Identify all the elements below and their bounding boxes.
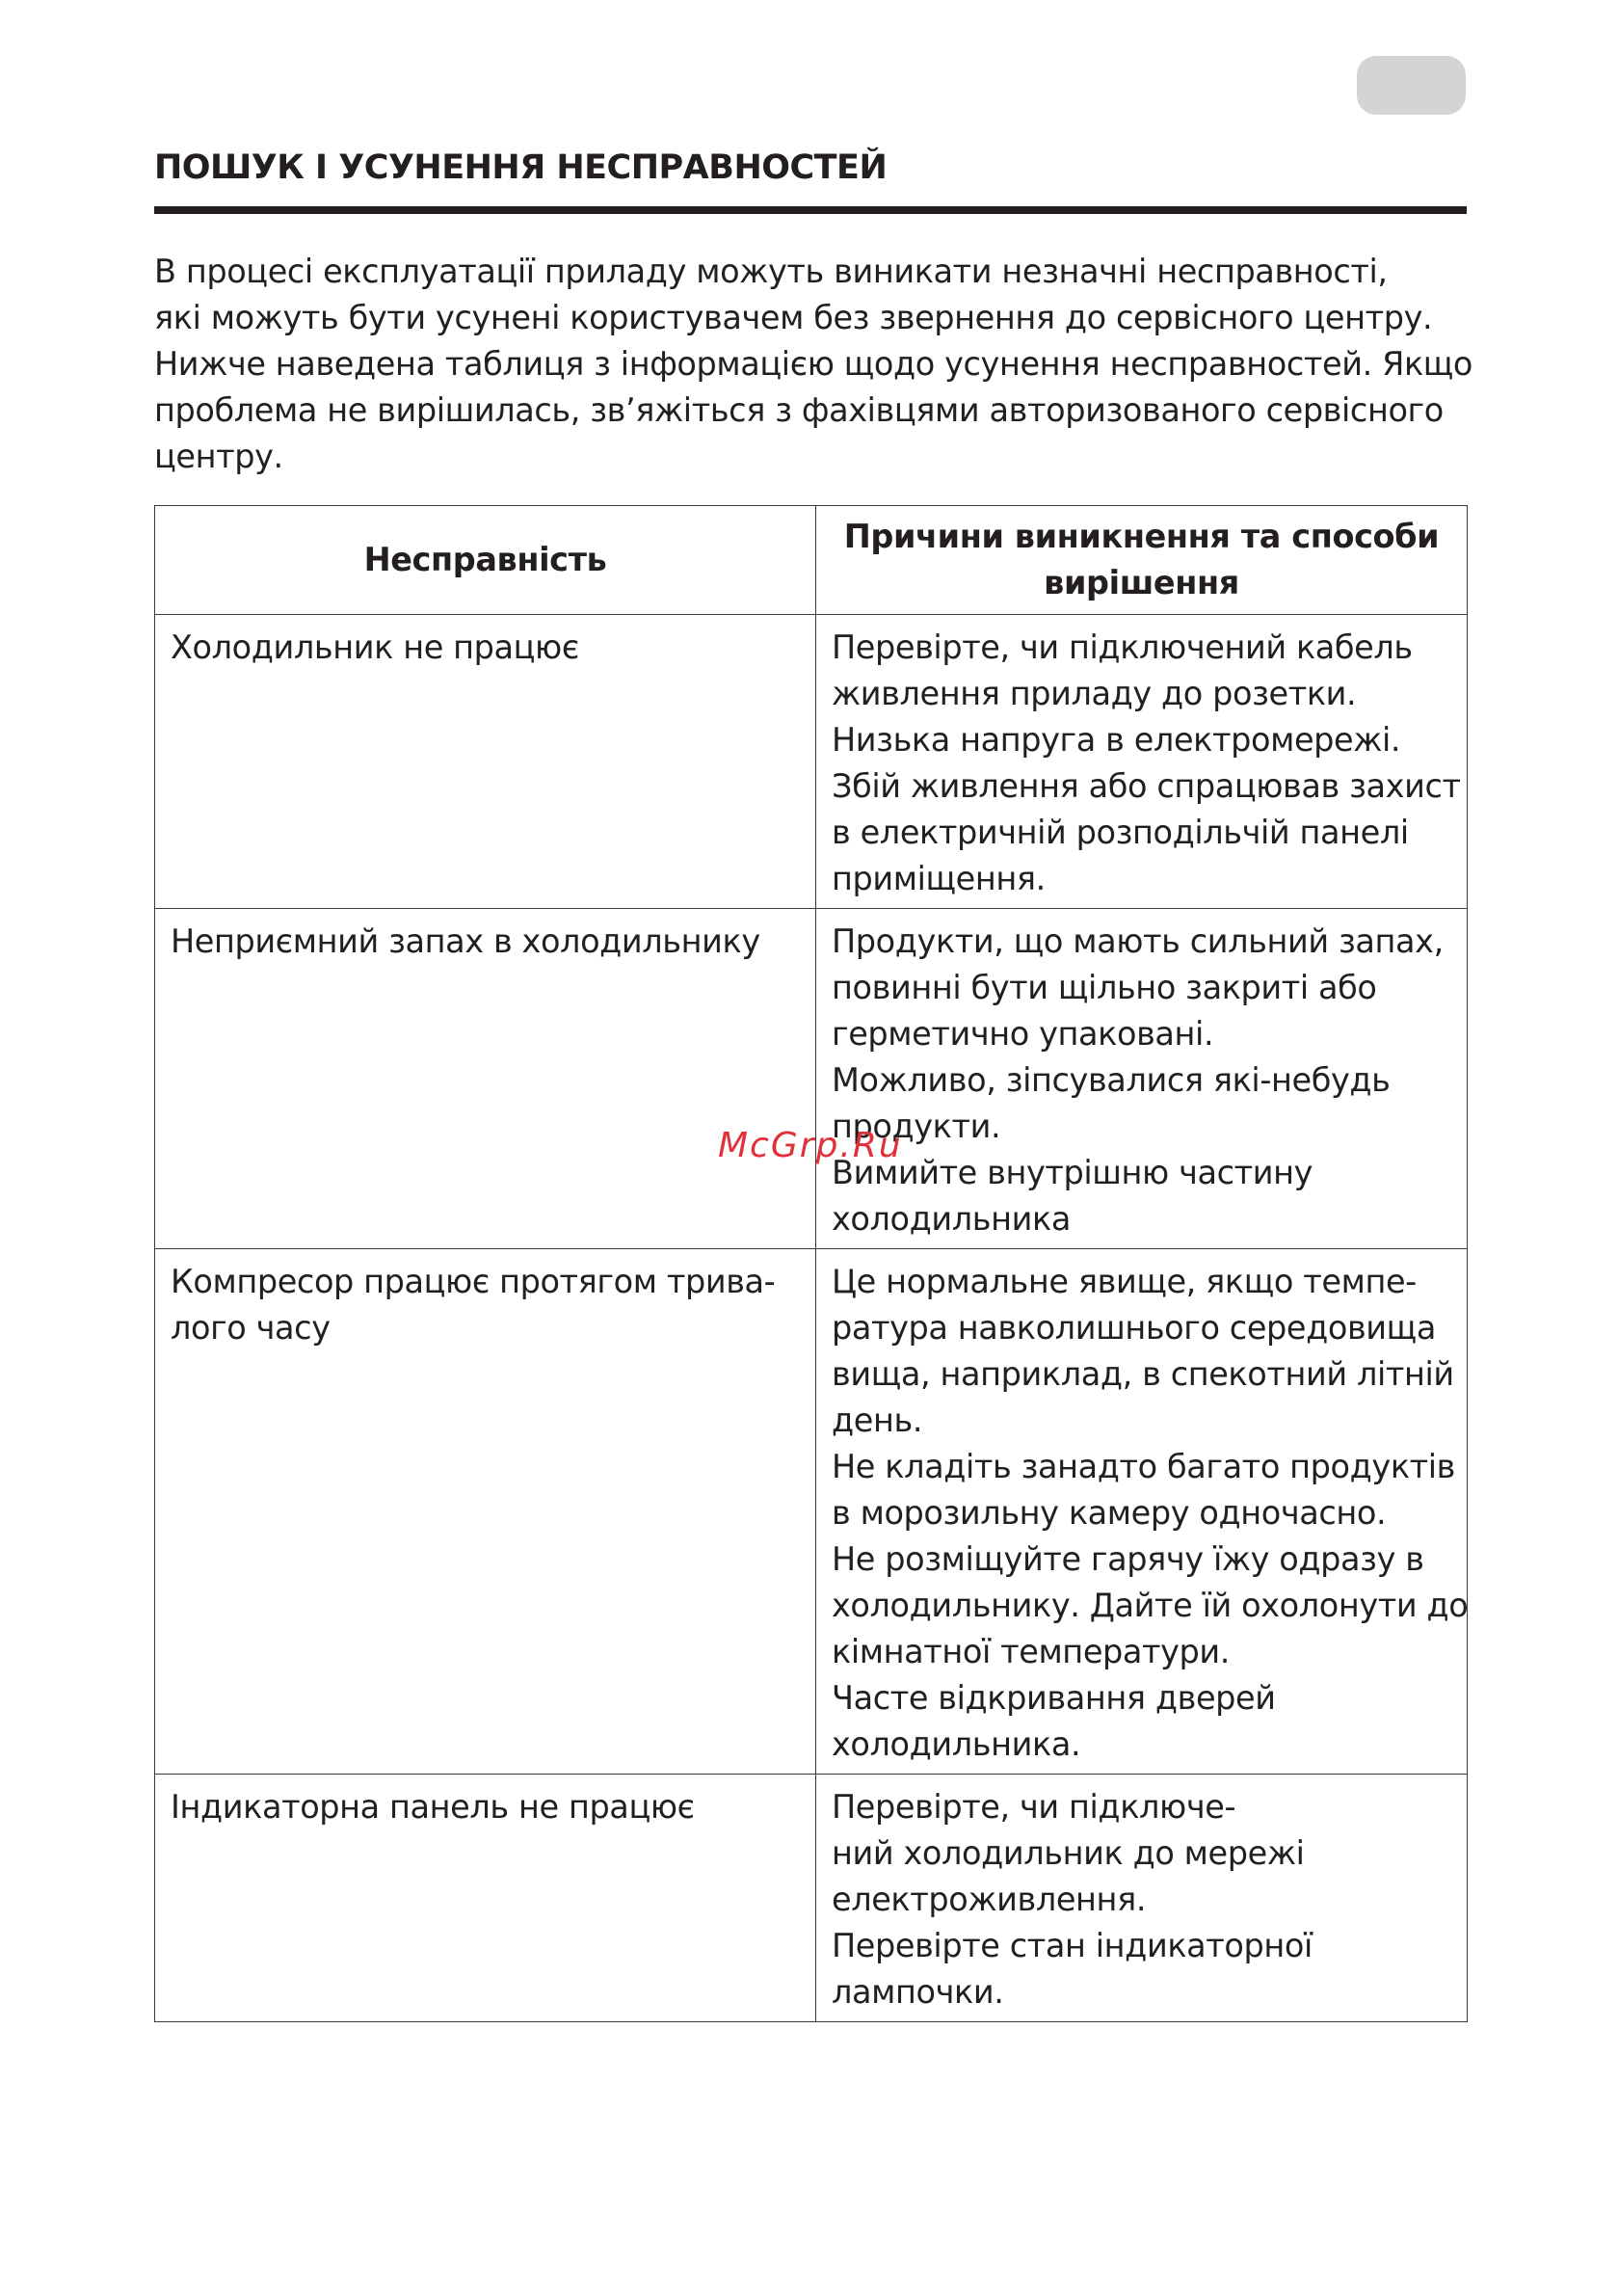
page-heading: ПОШУК І УСУНЕННЯ НЕСПРАВНОСТЕЙ [154, 148, 888, 187]
intro-paragraph [154, 249, 1503, 480]
solution-cell-line: холодильника [832, 1200, 1071, 1238]
solution-cell-line: Не кладіть занадто багато продуктів [832, 1448, 1456, 1485]
solution-cell-line: день. [832, 1402, 923, 1439]
solution-cell-line: ний холодильник до мережі [832, 1834, 1305, 1872]
intro-line: Нижче наведена таблиця з інформацією щодо усунення несправностей. Якщо [154, 345, 1473, 383]
solution-cell [816, 1249, 1468, 1775]
solution-cell [816, 909, 1468, 1249]
page-number-tab [1357, 56, 1466, 115]
solution-cell-line: Часте відкривання дверей [832, 1679, 1276, 1717]
problem-cell-line: Індикаторна панель не працює [171, 1788, 695, 1826]
problem-cell-line: Неприємний запах в холодильнику [171, 922, 760, 960]
solution-cell-line: холодильнику. Дайте їй охолонути до [832, 1587, 1469, 1624]
solution-cell-line: герметично упаковані. [832, 1015, 1214, 1053]
solution-cell-line: вища, наприклад, в спекотний літній [832, 1355, 1454, 1393]
solution-cell-line: Можливо, зіпсувалися які-небудь [832, 1061, 1391, 1099]
intro-line: які можуть бути усунені користувачем без звернення до сервісного центру. [154, 299, 1433, 336]
intro-line: проблема не вирішилась, зв’яжіться з фахівцями авторизованого сервісного [154, 391, 1444, 429]
solution-cell-line: Низька напруга в електромережі. [832, 721, 1401, 759]
problem-cell [155, 909, 816, 1249]
solution-cell-line: Вимийте внутрішню частину [832, 1154, 1313, 1191]
solution-cell-line: холодильника. [832, 1725, 1081, 1763]
problem-cell-line: Холодильник не працює [171, 628, 579, 666]
column-header-problem: Несправність [155, 506, 816, 615]
solution-cell-line: електроживлення. [832, 1881, 1147, 1918]
solution-cell-line: Перевірте, чи підключений кабель [832, 628, 1413, 666]
solution-cell [816, 1775, 1468, 2022]
heading-divider [154, 206, 1467, 214]
solution-cell [816, 615, 1468, 909]
solution-cell-line: лампочки. [832, 1973, 1004, 2011]
problem-cell [155, 1249, 816, 1775]
intro-line: центру. [154, 438, 283, 475]
solution-cell-line: Збій живлення або спрацював захист [832, 767, 1461, 805]
problem-cell [155, 1775, 816, 2022]
table-header-row [155, 506, 1468, 615]
solution-cell-line: живлення приладу до розетки. [832, 675, 1357, 712]
solution-cell-line: приміщення. [832, 860, 1046, 897]
watermark: McGrp.Ru [718, 1126, 903, 1165]
table-row [155, 1249, 1468, 1775]
table-row [155, 615, 1468, 909]
solution-cell-line: Не розміщуйте гарячу їжу одразу в [832, 1540, 1424, 1578]
solution-cell-line: в електричній розподільчій панелі [832, 814, 1409, 851]
solution-cell-line: Перевірте, чи підключе- [832, 1788, 1236, 1826]
solution-cell-line: Продукти, що мають сильний запах, [832, 922, 1444, 960]
table-row [155, 909, 1468, 1249]
table-row [155, 1775, 1468, 2022]
problem-cell [155, 615, 816, 909]
troubleshooting-table [154, 505, 1468, 2022]
intro-line: В процесі експлуатації приладу можуть виникати незначні несправності, [154, 253, 1388, 290]
solution-cell-line: ратура навколишнього середовища [832, 1309, 1436, 1347]
solution-cell-line: Це нормальне явище, якщо темпе- [832, 1263, 1417, 1300]
solution-cell-line: повинні бути щільно закриті або [832, 969, 1377, 1006]
solution-cell-line: Перевірте стан індикаторної [832, 1927, 1313, 1964]
solution-cell-line: в морозильну камеру одночасно. [832, 1494, 1387, 1532]
problem-cell-line: лого часу [171, 1309, 331, 1347]
solution-cell-line: продукти. [832, 1108, 1001, 1145]
problem-cell-line: Компресор працює протягом трива- [171, 1263, 776, 1300]
column-header-solution: Причини виникнення та способи вирішення [816, 506, 1468, 615]
solution-cell-line: кімнатної температури. [832, 1633, 1231, 1670]
